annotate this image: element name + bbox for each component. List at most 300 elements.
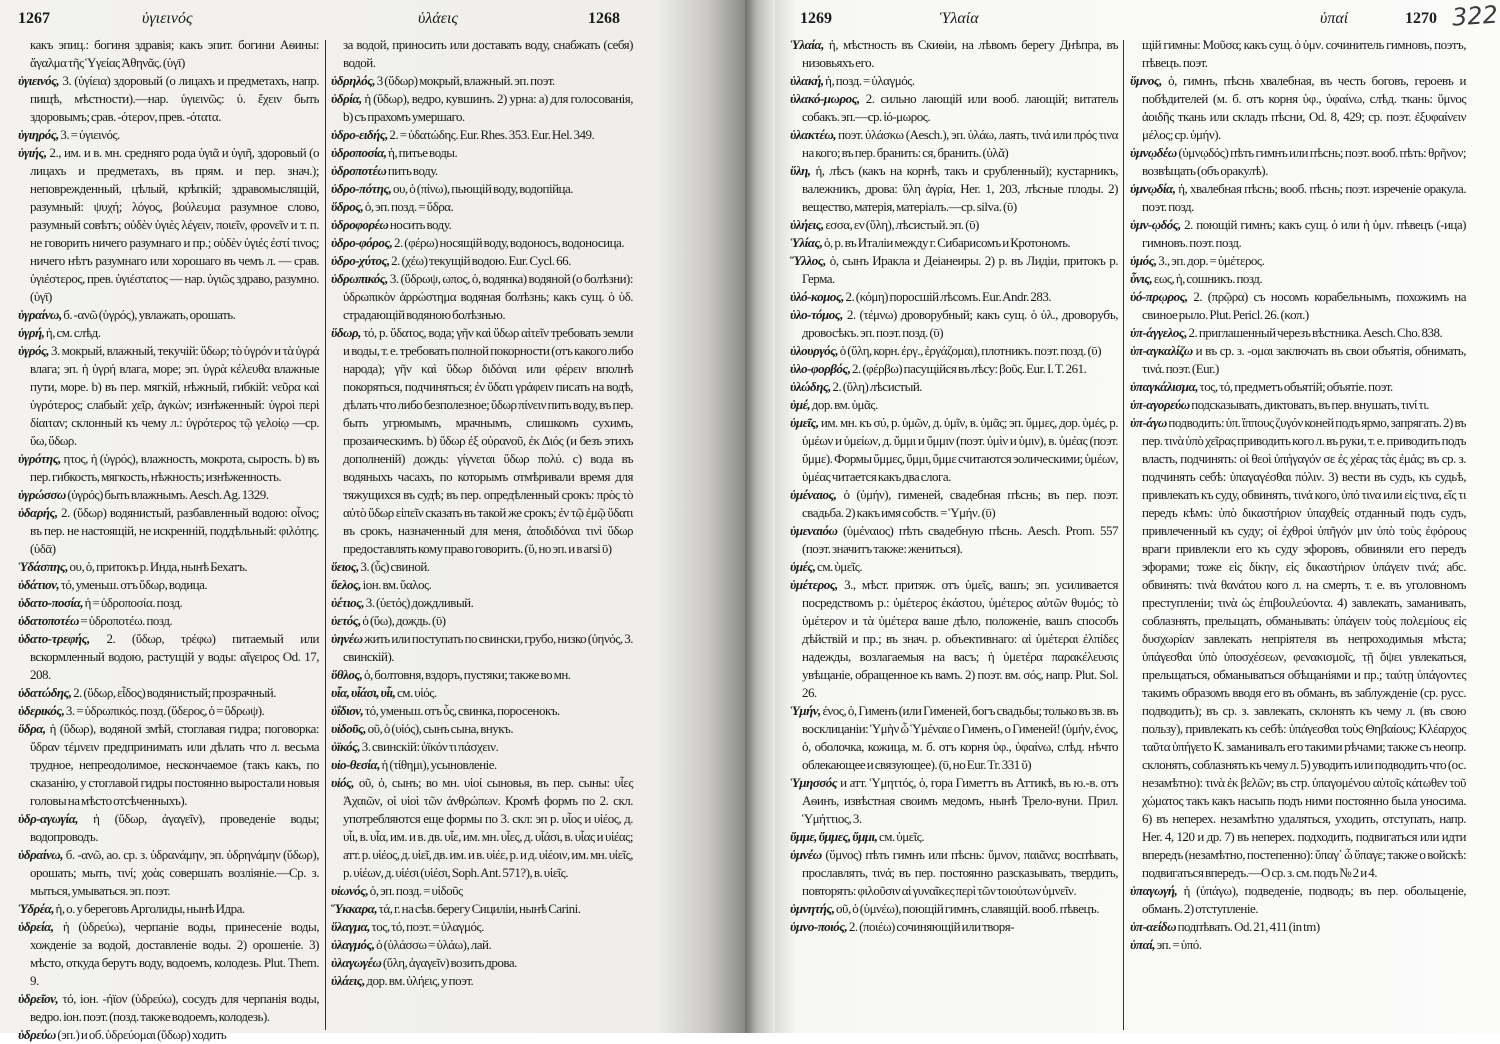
entry-headword: ὑδρηλός,: [331, 73, 376, 88]
entry-definition: ὁ (ὑλάσσω = ὑλάω), лай.: [376, 937, 492, 952]
entry-definition: ἡ, позд. = ὑλαγμός.: [825, 73, 915, 88]
entry-definition: ἡ, хвалебная пѣснь; вооб. пѣснь; поэт. изреченіе оракула. поэт. позд.: [1142, 181, 1466, 214]
dictionary-entry: [331, 972, 633, 990]
entry-headword: ὑδατο-ποσία,: [18, 595, 84, 610]
entry-definition: 2., им. и в. мн. средняго рода ὑγιᾶ и ὑγιῆ, здоровый (о лицахъ и предметахъ, въ прям. и пер. знач.); неповрежденный, цѣлый, крѣпкій; здравомыслящій, разумный: ψυχή; λόγος, βούλευμα разумное слово, разумный совѣтъ; οὐδὲν ὑγιὲς λέγειν, ποιεῖν, φρονεῖν и т. п. не говорить ничего разумнаго и пр.; οὐδὲν ὑγιές ἐστί τινος; ничего нѣтъ разумнаго или хорошаго въ чемъ л. — срав. ὑγιέστερος, прев. ὑγιέστατος — нар. ὑγιῶς здраво, разумно. (ὑγῑ): [30, 145, 319, 304]
entry-definition: 3., мѣст. притяж. отъ ὑμεῖς, вашъ; эп. усиливается посредствомъ р.: ὑμέτερος ἑκάστου, ὑμέτερος αὐτῶν θυμός; τὸ ὑμέτερον и τὰ ὑμέτερα ваше дѣло, положеніе, вашъ способъ дѣйствій и пр.; въ знач. р. объективнаго: αἱ ὑμέτεραι ἐλπίδες надежды, возлагаемыя на васъ; ἡ ὑμετέρα παρακέλευσις увѣщаніе, обращенное къ вамъ. 2) поэт. вм. σός, напр. Plut. Sol. 26.: [802, 577, 1118, 700]
entry-headword: ὑμν-ῳδός,: [1130, 217, 1181, 232]
dictionary-entry: [1130, 324, 1466, 342]
dictionary-entry: [331, 234, 633, 252]
dictionary-entry: [18, 36, 319, 72]
dictionary-entry: [790, 558, 1118, 576]
entry-headword: ὑδρο-πότης,: [331, 181, 392, 196]
entry-headword: ὑδρο-φόρος,: [331, 235, 393, 250]
entry-headword: ὑπ-αγκαλίζω: [1130, 343, 1193, 358]
entry-headword: υἷα, υἷάσι, υἷι,: [331, 685, 396, 700]
entry-headword: ὑμνέω: [790, 847, 822, 862]
entry-definition: 2. (τέμνω) дроворубный; какъ сущ. ὁ ὑλ., дроворубъ, дровосѣкъ. эп. поэт. позд. (ῡ): [802, 307, 1118, 340]
entry-headword: ὑγραίνω,: [18, 307, 62, 322]
entry-definition: 2. (κόμη) поросшій лѣсомъ. Eur. Andr. 283.: [845, 289, 1052, 304]
entry-headword: ὑμεῖς,: [790, 415, 819, 430]
entry-definition: ἡ, см. слѣд.: [45, 325, 101, 340]
entry-headword: Ὑλίας,: [790, 235, 823, 250]
dictionary-entry: [331, 882, 633, 900]
dictionary-entry: [18, 486, 319, 504]
dictionary-entry: [790, 846, 1118, 900]
entry-headword: Ὑδάσπης,: [18, 559, 68, 574]
entry-headword: Ὕλλος,: [790, 253, 826, 268]
entry-headword: ὑγιεινός,: [18, 73, 60, 88]
entry-definition: 3. (ὑετός) дождливый.: [365, 595, 474, 610]
entry-headword: υἱο-θεσία,: [331, 757, 380, 772]
entry-definition: τος, τό, поэт. = ὑλαγμός.: [371, 919, 484, 934]
entry-headword: ὑλαγωγέω: [331, 955, 382, 970]
entry-headword: ὑγρή,: [18, 325, 45, 340]
entry-headword: ὑγρός,: [18, 343, 50, 358]
entry-definition: ὁ, эп. позд. = ὕδρα.: [364, 199, 454, 214]
entry-headword: ὑμός,: [1130, 253, 1157, 268]
dictionary-entry: [790, 72, 1118, 90]
dictionary-column: [790, 36, 1118, 936]
dictionary-entry: [1130, 72, 1466, 144]
entry-headword: ὕδρος,: [331, 199, 364, 214]
entry-definition: τά, г. на сѣв. берегу Сициліи, нынѣ Carini.: [378, 901, 581, 916]
entry-definition: іон. вм. ὕαλος.: [362, 577, 432, 592]
entry-headword: ὑπ-αγορεύω: [1130, 397, 1190, 412]
dictionary-entry: [790, 234, 1118, 252]
dictionary-entry: [18, 918, 319, 990]
entry-headword: ὑετός,: [331, 613, 361, 628]
entry-definition: подводить: ὑπ. ἵππους ζυγόν коней подъ ярмо, запрягать. 2) въ пер. τινὰ ὑπὸ χεῖρας приводить кого л. въ руки, т. е. приводить подъ власть, подчинять: οἱ θεοὶ ὑπήγαγόν σε ἐς χέρας τὰς ἐμάς; въ ср. з. подчинять себѣ: ὑπαγαγέσθαι πόλιν. 3) вести въ судъ, къ судьѣ, привлекать къ суду, обвинять, τινά кого, ὑπό τινα или εἰς τινα, εἴς τι передъ кѣмъ: ὑπὸ δικαστήριον ὑπαχθείς отданный подъ судъ, привлеченный къ суду; οἱ ἐχθροὶ ὑπῆγόν μιν ὑπὸ τοὺς ἐφόρους враги привлекли его къ суду эфоровъ, обвиняли его передъ эфорами; тоже εἰς δίκην, εἰς δικαστήριον ὑπάγειν τινά; абс. обвинять: τινὰ θανάτου кого л. на смерть, т. е. въ уголовномъ преступленіи; τινὰ ὡς ἐπιβουλεύοντα. 4) завлекать, заманивать, соблазнять, прельщать, обманывать: ὑπάγειν τοὺς πολεμίους εἰς δυσχωρίαν завлекать непріятеля въ непроходимыя мѣста; ὑπάγεσθαι ὑπὸ ὑποσχέσεων, φενακισμοῖς, τῇ ὄψει увлекаться, прельщаться, обманываться обѣщаніями и пр.; ταύτῃ ὑπάγοντες такимъ образомъ вводя его въ обманъ, въ заблужденіе (ср. русс. подводить); въ ср. з. завлекать, склонять къ чему л. (въ свою пользу), привлекать къ себѣ: ὑπάγεσθαι τοὺς Θηβαίους; Κλέαρχος ταῦτα ὑπήγετο К. заманивалъ его такими рѣчами; также съ неопр. склонять, соблазнять къ чему л. 5) уводить или подводить что (ос. незамѣтно): τινὰ ἐκ βελῶν; въ стр. ὑπαγομένου αὐτοῖς κάτωθεν τοῦ χώματος такъ какъ насыпь подъ ними постоянно была уносима. 6) въ неперех. незамѣтно удаляться, уходить, отступать, напр. Her. 4, 120 и др. 7) въ неперех. подходить, подвигаться или идти впередъ (незамѣтно, постепенно): ὕπαγ᾽ ὦ ὕπαγε; также о войскѣ: подвигаться впередъ.—О ср. з. см. подъ № 2 и 4.: [1142, 415, 1466, 880]
entry-headword: ὑλαγμός,: [331, 937, 375, 952]
book-gutter: [745, 0, 775, 1033]
entry-definition: ἡ (ὑδρεύω), черпаніе воды, принесеніе воды, хожденіе за водой, доставленіе воды. 2) орошеніе. 3) мѣсто, откуда берутъ воду, водоемъ, колодезь. Plut. Them. 9.: [30, 919, 319, 988]
entry-definition: 2. (ὕδωρ, τρέφω) питаемый или вскормленный водою, растущій у воды: αἴγειρος Od. 17, 208.: [30, 631, 319, 682]
dictionary-entry: [790, 828, 1118, 846]
entry-definition: 3. (ὑγίεια) здоровый (о лицахъ и предметахъ, напр. пищѣ, мѣстности).—нар. ὑγιεινῶς: ὑ. ἔχειν быть здоровымъ; срав. -ότερον, прев. -ότατα.: [30, 73, 319, 124]
dictionary-entry: [331, 324, 633, 558]
entry-definition: поэт. ὑλάσκω (Aesch.), эп. ὑλάω, лаять, τινά или πρός τινα на кого; въ пер. бранить: ся, бранить. (ὑλᾰ): [802, 127, 1118, 160]
dictionary-entry: [331, 954, 633, 972]
guide-word: Ὑλαία: [940, 10, 979, 27]
guide-word: ὑπαί: [1320, 10, 1349, 27]
dictionary-entry: [790, 918, 1118, 936]
entry-definition: 2. (ὕλη) лѣсистый.: [832, 379, 923, 394]
dictionary-entry: [18, 702, 319, 720]
entry-headword: ὑδρεῖον,: [18, 991, 59, 1006]
dictionary-entry: [331, 684, 633, 702]
entry-definition: οῦ, ὁ (υἱός), сынъ сына, внукъ.: [367, 721, 514, 736]
dictionary-entry: [790, 306, 1118, 342]
entry-definition: τό, р. ὕδατος, вода; γῆν καὶ ὕδωρ αἰτεῖν требовать земли и воды, т. е. требовать полной покорности (отъ какого либо народа); γῆν καὶ ὕδωρ διδόναι или φέρειν вполнѣ покоряться, подчиняться; ἐν ὕδατι γράφειν писать на водѣ, дѣлать что либо безполезное; ὕδωρ πίνειν пить воду, въ пер. быть угрюмымъ, мрачнымъ, слишкомъ сухимъ, прозаическимъ. b) ὕδωρ ἐξ οὐρανοῦ, ἐκ Διός (и безъ этихъ дополненій) дождь: γίγνεται ὕδωρ πολύ. c) вода въ водяныхъ часахъ, по которымъ отмѣривали время для тяжущихся въ судѣ; въ пер. опредѣленный срокъ: πρὸς τὸ αὐτὸ ὕδωρ εἰπεῖν сказать въ такой же срокъ; ἐν τῷ ἐμῷ ὕδατι въ срокъ, назначенный для меня, ἀποδιδόναι τινὶ ὕδωρ предоставлять кому право говорить. (ῠ, но эп. и в arsi ῡ): [343, 325, 633, 556]
entry-headword: ὑδροποσία,: [331, 145, 387, 160]
dictionary-entry: [1130, 216, 1466, 252]
dictionary-entry: [790, 360, 1118, 378]
entry-headword: ὕδωρ,: [331, 325, 361, 340]
entry-headword: Ὕκκαρα,: [331, 901, 378, 916]
dictionary-entry: [18, 810, 319, 846]
dictionary-entry: [1130, 936, 1466, 954]
entry-headword: ὑμές,: [790, 559, 816, 574]
entry-definition: б. -ανῶ (ὑγρός), увлажать, орошать.: [63, 307, 236, 322]
entry-headword: Ὑλαία,: [790, 37, 824, 52]
entry-definition: 3. (ὗς) свиной.: [360, 559, 430, 574]
entry-definition: дор. вм. ὑλήεις, у поэт.: [366, 973, 474, 988]
entry-definition: 2. (ὕδωρ, εἶδος) водянистый; прозрачный.: [73, 685, 277, 700]
entry-headword: ὑδρο-ειδής,: [331, 127, 388, 142]
dictionary-entry: [790, 414, 1118, 486]
entry-headword: ὑδρ-αγωγία,: [18, 811, 79, 826]
dictionary-entry: [790, 396, 1118, 414]
entry-headword: ὑμνῳδέω: [1130, 145, 1177, 160]
dictionary-entry: [331, 900, 633, 918]
dictionary-entry: [18, 684, 319, 702]
entry-headword: ὑμνῳδία,: [1130, 181, 1176, 196]
entry-headword: ὕδρα,: [18, 721, 46, 736]
entry-definition: 2. приглашенный черезъ вѣстника. Aesch. Cho. 838.: [1188, 325, 1443, 340]
entry-definition: τό, уменьш. отъ ὗς, свинка, поросенокъ.: [364, 703, 560, 718]
entry-headword: ὑπ-άγγελος,: [1130, 325, 1187, 340]
entry-headword: ὑδρωπικός,: [331, 271, 388, 286]
page-number: 1268: [588, 10, 620, 27]
entry-definition: ἡ, лѣсъ (какъ на корнѣ, такъ и срубленный); кустарникъ, валежникъ, дрова: ὕλη ἀγρία, Her. 1, 203, лѣсные плоды. 2) вещество, матерія, матеріалъ.—ср. silva. (ῡ): [802, 163, 1118, 214]
entry-headword: ὑδατο-τρεφής,: [18, 631, 90, 646]
dictionary-entry: [331, 918, 633, 936]
dictionary-entry: [790, 288, 1118, 306]
entry-headword: ὑδροφορέω: [331, 217, 389, 232]
entry-definition: ένος, ὁ, Гименъ (или Гименей, богъ свадьбы; только въ зв. въ восклицаніи: Ὑμὴν ὦ Ὑμέναιε о Гименъ, о Гименей! (ὑμήν, ένος, ὁ, оболочка, кожица, м. б. отъ корня ὑφ., ὑφαίνω, слѣд. нѣчто облекающее и связующее). (ῡ, но Eur. Tr. 331 ῠ): [802, 703, 1118, 772]
entry-headword: ὕμνος,: [1130, 73, 1162, 88]
entry-definition: οῦ, ὁ, сынъ; во мн. υἱοί сыновья, въ пер. сыны: υἷες Ἀχαιῶν, οἱ υἱοὶ τῶν ἀνθρώπων. Кромѣ формъ по 2. скл. употребляются еще формы по 3. скл: эп р. υἷος и υἱέος, д. υἷι, в. υἷα, им. и в. дв. υἷε, им. мн. υἷες, д. υἷάσι, в. υἷας и υἱέας; атт. р. υἱέος, д. υἱεῖ, дв. им. и в. υἱέε, р. и д. υἱέοιν, им. мн. υἱεῖς, р. υἱέων, д. υἱέσι (υἱέσι, Soph. Ant. 571?), в. υἱεῖς.: [343, 775, 633, 880]
page-number: 1270: [1405, 10, 1437, 27]
dictionary-entry: [1130, 378, 1466, 396]
dictionary-entry: [790, 774, 1118, 828]
entry-definition: 2. (χέω) текущій водою. Eur. Cycl. 66.: [391, 253, 571, 268]
dictionary-entry: [331, 720, 633, 738]
entry-definition: ου, ὁ, притокъ р. Инда, нынѣ Бехатъ.: [69, 559, 248, 574]
dictionary-entry: [18, 720, 319, 810]
dictionary-entry: [18, 126, 319, 144]
entry-headword: ὑπαγκάλισμα,: [1130, 379, 1198, 394]
entry-headword: ὑό-πρῳρος,: [1130, 289, 1188, 304]
entry-headword: ὑπ-άγω: [1130, 415, 1167, 430]
entry-headword: ὕλαγμα,: [331, 919, 370, 934]
dictionary-entry: [1130, 882, 1466, 918]
entry-definition: 3. свинскій: ὑϊκόν τι πάσχειν.: [361, 739, 499, 754]
entry-definition: подпѣвать. Od. 21, 411 (in tm): [1177, 919, 1320, 934]
dictionary-entry: [790, 90, 1118, 126]
entry-headword: ὑδατώδης,: [18, 685, 72, 700]
entry-definition: щій гимны: Μοῦσα; какъ сущ. ὁ ὑμν. сочинитель гимновъ, поэтъ, пѣвецъ. поэт.: [1142, 37, 1466, 70]
entry-definition: ου, ὁ (πίνω), пьющій воду, водопійца.: [392, 181, 574, 196]
dictionary-entry: [331, 90, 633, 126]
entry-definition: ἡ (ὕδωρ), ведро, кувшинъ. 2) урна: a) для голосованія, b) съ прахомъ умершаго.: [343, 91, 633, 124]
dictionary-entry: [331, 702, 633, 720]
entry-definition: (ὑμνῳδός) пѣть гимнъ или пѣснь; поэт. вооб. пѣть: θρῆνον; возвѣщать (объ оракулѣ).: [1142, 145, 1466, 178]
page-number: 1267: [18, 10, 50, 27]
dictionary-entry: [18, 594, 319, 612]
entry-headword: ὑμεναιόω: [790, 523, 838, 538]
entry-headword: ὑδρεύω: [18, 1027, 56, 1042]
entry-headword: Ὑδρέα,: [18, 901, 54, 916]
entry-definition: ἡ (ὑπάγω), подведеніе, подводъ; въ пер. обольщеніе, обманъ. 2) отступленіе.: [1142, 883, 1466, 916]
entry-headword: υἱωνός,: [331, 883, 369, 898]
entry-headword: ὑδρο-χύτος,: [331, 253, 390, 268]
entry-headword: ὑΐδιον,: [331, 703, 364, 718]
entry-definition: за водой, приносить или доставать воду, снабжать (себя) водой.: [343, 37, 633, 70]
entry-definition: 3., эп. дор. = ὑμέτερος.: [1158, 253, 1265, 268]
dictionary-entry: [18, 990, 319, 1026]
dictionary-entry: [790, 216, 1118, 234]
dictionary-entry: [790, 252, 1118, 288]
dictionary-entry: [331, 738, 633, 756]
entry-headword: ὑμέτερος,: [790, 577, 838, 592]
entry-headword: ὑλακή,: [790, 73, 824, 88]
page-number: 1269: [800, 10, 832, 27]
entry-definition: ἡ = ὑδροποσία. позд.: [84, 595, 183, 610]
dictionary-entry: [1130, 288, 1466, 324]
dictionary-entry: [1130, 270, 1466, 288]
entry-definition: и въ ср. з. -ομαι заключать въ свои объятія, обнимать, τινά. поэт. (Eur.): [1142, 343, 1466, 376]
entry-definition: 2. поющій гимнъ; какъ сущ. ὁ или ἡ ὑμν. пѣвецъ (-ица) гимновъ. поэт. позд.: [1142, 217, 1466, 250]
entry-headword: ὑλήεις,: [790, 217, 824, 232]
entry-headword: ὑδάτιον,: [18, 577, 60, 592]
entry-headword: ὑλάεις,: [331, 973, 365, 988]
left-page: [0, 0, 745, 1042]
entry-definition: и атт. Ὑμηττός, ὁ, гора Гиметтъ въ Аттикѣ, въ ю.-в. отъ Аѳинъ, извѣстная своимъ медомъ, нынѣ Трело-вуни. Прил. Ὑμήττιος, 3.: [802, 775, 1118, 826]
entry-definition: οῦ, ὁ (ὑμνέω), поющій гимнъ, славящій. вооб. пѣвецъ.: [836, 901, 1099, 916]
entry-definition: 2. (φέρω) носящій воду, водоносъ, водоносица.: [393, 235, 625, 250]
column-divider: [1123, 40, 1124, 1030]
dictionary-entry: [331, 252, 633, 270]
dictionary-entry: [331, 594, 633, 612]
entry-definition: ὁ (ὑμήν), гименей, свадебная пѣснь; въ пер. поэт. свадьба. 2) какъ имя собств. = Ὑμήν. (ῡ): [802, 487, 1118, 520]
entry-definition: 2. = ὑδατώδης. Eur. Rhes. 353. Eur. Hel. 349.: [389, 127, 595, 142]
entry-definition: им. мн. къ σύ, р. ὑμῶν, д. ὑμῖν, в. ὑμᾶς; эп. ὔμμες, дор. ὑμές, р. ὑμέων и ὑμείων, д. ὔμμι и ὔμμιν (поэт. ὑμὶν и ὑμιν), в. ὑμέας (поэт. ὔμμε). Формы ὔμμες, ὔμμι, ὔμμε считаются эолическими; ὑμέων, ὑμέας читается какъ два слога.: [802, 415, 1118, 484]
entry-definition: ἡ (ὕδωρ), водяной змѣй, стоглавая гидра; поговорка: ὕδραν τέμνειν предпринимать или дѣлать что л. весьма трудное, непреодолимое, нескончаемое (такъ какъ, по сказанію, у стоглавой гидры постоянно выростали новыя головы на мѣсто отсѣченныхъ).: [30, 721, 319, 808]
entry-headword: ὕελος,: [331, 577, 362, 592]
entry-definition: см. ὑμεῖς.: [817, 559, 863, 574]
entry-headword: ὕθλος,: [331, 667, 363, 682]
entry-definition: ὁ (ὕλη, корн. ἐργ., ἐργάζομαι), плотникъ. поэт. позд. (ῡ): [839, 343, 1102, 358]
dictionary-entry: [790, 36, 1118, 72]
entry-headword: ὗνις,: [1130, 271, 1153, 286]
entry-definition: ἡ (τίθημι), усыновленіе.: [381, 757, 497, 772]
entry-headword: Ὑμήν,: [790, 703, 821, 718]
dictionary-entry: [1130, 180, 1466, 216]
dictionary-column: [331, 36, 633, 990]
entry-definition: εσσα, εν (ὕλη), лѣсистый. эп. (ῡ): [825, 217, 979, 232]
entry-definition: носить воду.: [389, 217, 452, 232]
dictionary-entry: [18, 1026, 319, 1044]
dictionary-entry: [18, 342, 319, 450]
dictionary-column: [18, 36, 319, 1044]
entry-definition: τό, іон. -ήϊον (ὑδρεύω), сосудъ для черпанія воды, ведро. іон. поэт. (позд. также водоемъ, колодезь).: [30, 991, 319, 1024]
dictionary-entry: [790, 162, 1118, 216]
entry-definition: ἡ, мѣстность въ Скиѳіи, на лѣвомъ берегу Днѣпра, въ низовьяхъ его.: [802, 37, 1118, 70]
dictionary-entry: [331, 36, 633, 72]
entry-definition: ητος, ἡ (ὑγρός), влажность, мокрота, сырость. b) въ пер. гибкость, мягкость, нѣжность; изнѣженность.: [30, 451, 319, 484]
right-page: [775, 0, 1500, 1033]
entry-definition: ὁ, эп. позд. = υἱδοῦς: [369, 883, 463, 898]
entry-definition: б. -ανῶ, ао. ср. з. ὑδρανάμην, эп. ὑδρηνάμην (ὕδωρ), орошать; мыть, τινί; χοὰς совершать возліяніе.—Ср. з. мыться, умываться. эп. поэт.: [30, 847, 319, 898]
dictionary-entry: [18, 576, 319, 594]
entry-definition: τος, τό, предметъ объятій; объятіе. поэт.: [1199, 379, 1393, 394]
entry-definition: 2. (ὕδωρ) водянистый, разбавленный водою: οἶνος; въ пер. не настоящій, не искренній, поддѣльный: φιλότης. (ὑδᾱ): [30, 505, 319, 556]
guide-word: ὑγιεινός: [142, 10, 193, 27]
entry-headword: ὑπ-αείδω: [1130, 919, 1176, 934]
dictionary-entry: [18, 900, 319, 918]
entry-headword: υἱδοῦς,: [331, 721, 367, 736]
dictionary-entry: [790, 576, 1118, 702]
entry-headword: ὑγρώσσω: [18, 487, 66, 502]
entry-headword: ὑγρότης,: [18, 451, 61, 466]
dictionary-entry: [1130, 36, 1466, 72]
dictionary-entry: [331, 756, 633, 774]
dictionary-entry: [1130, 414, 1466, 882]
entry-headword: ὑλό-κομος,: [790, 289, 844, 304]
dictionary-entry: [18, 846, 319, 900]
dictionary-entry: [18, 450, 319, 486]
entry-definition: ὁ, р. въ Италіи между г. Сибарисомъ и Кротономъ.: [824, 235, 1071, 250]
handwritten-page-note: 322: [1451, 0, 1499, 32]
dictionary-entry: [331, 558, 633, 576]
entry-definition: ὁ, сынъ Иракла и Деіанеиры. 2) р. въ Лидіи, притокъ р. Герма.: [802, 253, 1118, 286]
entry-headword: ὑμέ,: [790, 397, 811, 412]
entry-definition: какъ эпиц.: богиня здравія; какъ эпит. богини Аѳины: ἄγαλμα τῆς Ὑγείας Ἀθηνᾶς. (ὑγῑ): [30, 37, 319, 70]
entry-headword: Ὑμησσός: [790, 775, 838, 790]
entry-headword: ὑμέναιος,: [790, 487, 837, 502]
dictionary-entry: [331, 72, 633, 90]
entry-definition: 3 (ὕδωρ) мокрый, влажный. эп. поэт.: [376, 73, 555, 88]
dictionary-entry: [18, 558, 319, 576]
entry-definition: 3. = ὑγιεινός.: [60, 127, 120, 142]
guide-word: ὑλάεις: [418, 10, 458, 27]
entry-definition: 3. (ὕδρωψ, ωπος, ὁ, водянка) водяной (о болѣзни): ὑδρωπικὸν ἀρρώστημα водяная болѣзнь; какъ сущ. ὁ ὑδ. страдающій водяною болѣзнью.: [343, 271, 633, 322]
entry-headword: ὑμνο-ποιός,: [790, 919, 848, 934]
dictionary-entry: [331, 630, 633, 666]
entry-headword: ὑπαγωγή,: [1130, 883, 1178, 898]
dictionary-entry: [331, 144, 633, 162]
dictionary-entry: [18, 144, 319, 306]
entry-headword: ὑγιηρός,: [18, 127, 59, 142]
dictionary-entry: [18, 630, 319, 684]
dictionary-entry: [1130, 342, 1466, 378]
entry-headword: ὑγιής,: [18, 145, 47, 160]
entry-headword: ὕλη,: [790, 163, 811, 178]
entry-definition: подсказывать, диктовать, въ пер. внушать, τινί τι.: [1191, 397, 1430, 412]
entry-headword: ὑπαί,: [1130, 937, 1156, 952]
entry-headword: ὑλακό-μωρος,: [790, 91, 860, 106]
entry-headword: ὑδατοποτέω: [18, 613, 79, 628]
dictionary-entry: [18, 504, 319, 558]
entry-definition: ἡ (ὕδωρ, ἀγαγεῖν), проведеніе воды; водопроводъ.: [30, 811, 319, 844]
dictionary-entry: [790, 126, 1118, 162]
entry-headword: ὑδραίνω,: [18, 847, 63, 862]
entry-headword: ὑηνέω: [331, 631, 363, 646]
entry-headword: ὑδρία,: [331, 91, 362, 106]
entry-definition: ἡ, питье воды.: [388, 145, 458, 160]
dictionary-entry: [18, 612, 319, 630]
entry-definition: см. υἱός.: [396, 685, 437, 700]
entry-definition: дор. вм. ὑμᾶς.: [811, 397, 878, 412]
dictionary-entry: [331, 270, 633, 324]
dictionary-entry: [790, 900, 1118, 918]
dictionary-entry: [790, 378, 1118, 396]
dictionary-entry: [1130, 144, 1466, 180]
entry-headword: ὑλουργός,: [790, 343, 839, 358]
dictionary-entry: [331, 576, 633, 594]
entry-headword: ὑδερικός,: [18, 703, 65, 718]
dictionary-entry: [331, 216, 633, 234]
entry-definition: 2. (φέρβω) пасущійся въ лѣсу: βοῦς. Eur. I. T. 261.: [852, 361, 1087, 376]
entry-definition: (ὑγρός) быть влажнымъ. Aesch. Ag. 1329.: [67, 487, 269, 502]
entry-headword: ὑϊκός,: [331, 739, 361, 754]
dictionary-entry: [790, 486, 1118, 522]
entry-definition: τό, уменьш. отъ ὕδωρ, водица.: [60, 577, 208, 592]
entry-headword: ὑλο-τόμος,: [790, 307, 843, 322]
entry-definition: 3. = ὑδρωπικός. позд. (ὕδερος, ὁ = ὕδρωψ).: [65, 703, 265, 718]
dictionary-entry: [331, 936, 633, 954]
dictionary-entry: [18, 306, 319, 324]
dictionary-entry: [1130, 252, 1466, 270]
entry-definition: = ὑδροποτέω. позд.: [80, 613, 173, 628]
entry-definition: 2. сильно лающій или вооб. лающій; витатель собакъ. эп.—ср. ἰό-μωρος.: [802, 91, 1118, 124]
entry-headword: ὔμμε, ὔμμες, ὔμμι,: [790, 829, 878, 844]
entry-definition: эп. = ὑπό.: [1156, 937, 1202, 952]
dictionary-entry: [331, 180, 633, 198]
entry-headword: ὕειος,: [331, 559, 359, 574]
entry-definition: жить или поступать по свински, грубо, низко (ὑηνός, 3. свинскій).: [343, 631, 633, 664]
dictionary-column: [1130, 36, 1466, 954]
entry-definition: пить воду.: [387, 163, 438, 178]
dictionary-entry: [331, 162, 633, 180]
entry-headword: ὑέτιος,: [331, 595, 365, 610]
dictionary-entry: [331, 774, 633, 882]
entry-definition: 2. (πρῷρα) съ носомъ корабельнымъ, похожимъ на свиное рыло. Plut. Pericl. 26. (κοπ.): [1142, 289, 1466, 322]
dictionary-entry: [1130, 918, 1466, 936]
entry-definition: (ὑμέναιος) пѣть свадебную пѣснь. Aesch. Prom. 557 (поэт. значитъ также: жениться).: [802, 523, 1118, 556]
entry-definition: 2. (ποιέω) сочиняющій или творя-: [848, 919, 1015, 934]
dictionary-entry: [1130, 396, 1466, 414]
dictionary-entry: [331, 612, 633, 630]
entry-headword: ὑδρεία,: [18, 919, 54, 934]
dictionary-entry: [18, 324, 319, 342]
entry-definition: (эп.) и об. ὑδρεύομαι (ὕδωρ) ходить: [57, 1027, 227, 1042]
dictionary-entry: [331, 666, 633, 684]
entry-definition: ὁ, болтовня, вздоръ, пустяки; также во мн.: [364, 667, 571, 682]
entry-definition: ἡ, о. у береговъ Арголиды, нынѣ Идра.: [55, 901, 245, 916]
entry-headword: υἱός,: [331, 775, 355, 790]
column-divider: [325, 40, 326, 1030]
entry-definition: (ὕλη, ἀγαγεῖν) возить дрова.: [382, 955, 517, 970]
entry-definition: см. ὑμεῖς.: [878, 829, 925, 844]
entry-headword: ὑδαρής,: [18, 505, 58, 520]
dictionary-entry: [331, 198, 633, 216]
dictionary-entry: [790, 522, 1118, 558]
entry-definition: εως, ἡ, сошникъ. позд.: [1153, 271, 1263, 286]
dictionary-entry: [790, 702, 1118, 774]
entry-headword: ὑμνητής,: [790, 901, 835, 916]
entry-headword: ὑλο-φορβός,: [790, 361, 851, 376]
entry-headword: ὑλακτέω,: [790, 127, 836, 142]
entry-headword: ὑλώδης,: [790, 379, 831, 394]
dictionary-entry: [18, 72, 319, 126]
dictionary-entry: [790, 342, 1118, 360]
entry-definition: ὁ, гимнъ, пѣснь хвалебная, въ честь боговъ, героевъ и побѣдителей (м. б. отъ корня ὑφ., ὑφαίνω, слѣд. ткань: ὕμνος ἀοιδῆς ткань или складъ пѣсни, Od. 8, 429; ср. поэт. ἐξυφαίνειν μέλος; ср. ὑμήν).: [1142, 73, 1466, 142]
entry-headword: ὑδροποτέω: [331, 163, 387, 178]
entry-definition: ὁ (ὕω), дождь. (ῡ): [362, 613, 446, 628]
